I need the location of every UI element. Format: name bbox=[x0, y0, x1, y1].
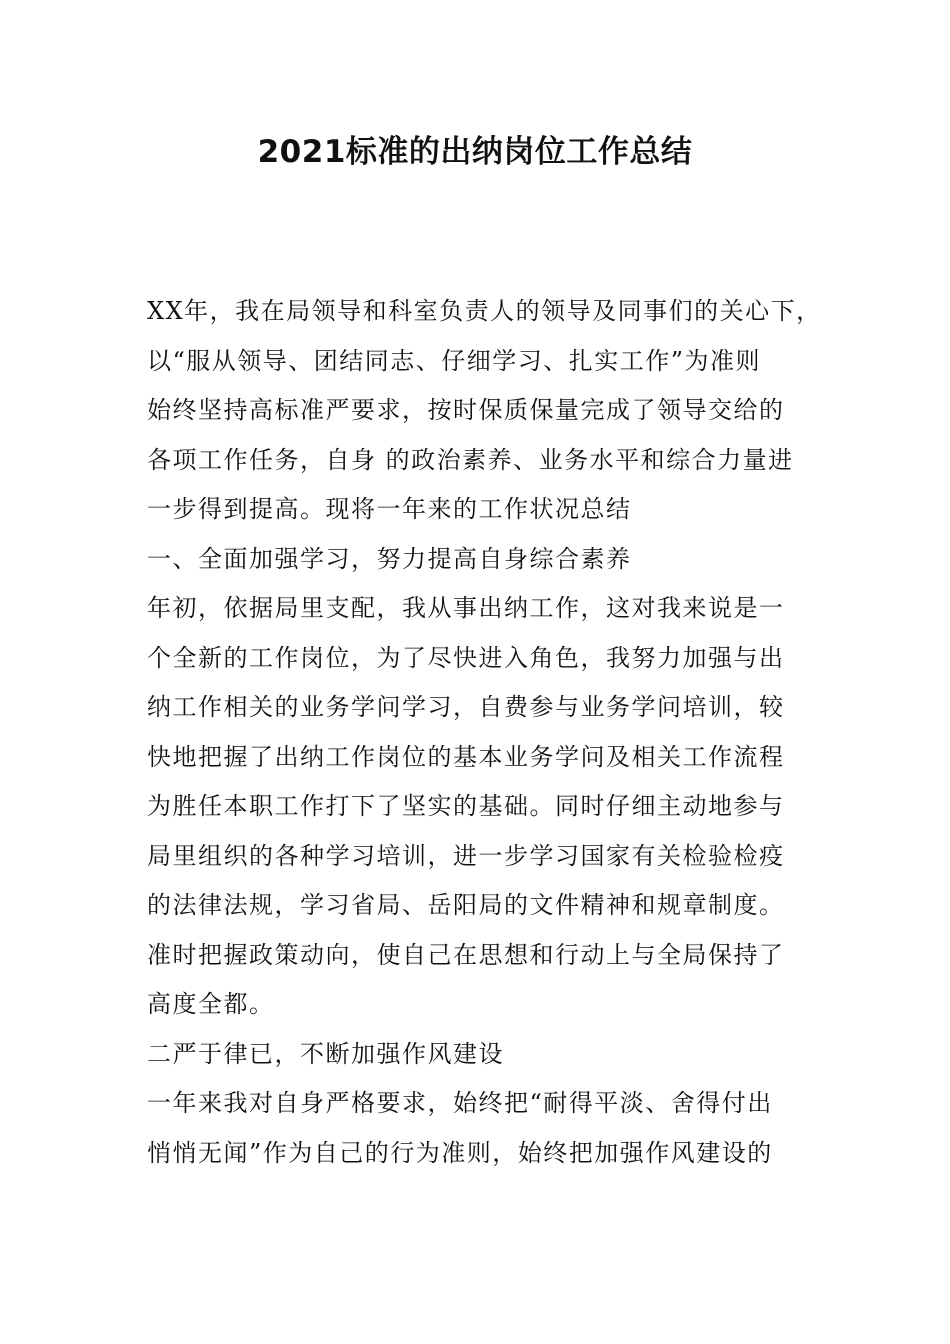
body-line: XX年，我在局领导和科室负责人的领导及同事们的关心下， bbox=[147, 297, 822, 325]
document-title: 2021标准的出纳岗位工作总结 bbox=[257, 134, 693, 170]
body-line: 纳工作相关的业务学问学习，自费参与业务学问培训，较 bbox=[147, 693, 785, 721]
body-line: 悄悄无闻”作为自己的行为准则，始终把加强作风建设的 bbox=[147, 1138, 773, 1167]
body-line: 年初，依据局里支配，我从事出纳工作，这对我来说是一 bbox=[147, 594, 785, 622]
body-line: 始终坚持高标准严要求，按时保质保量完成了领导交给的 bbox=[147, 396, 785, 424]
body-line: 一步得到提高。现将一年来的工作状况总结 bbox=[147, 495, 632, 523]
body-line: 以“服从领导、团结同志、仔细学习、扎实工作”为准则 bbox=[147, 346, 762, 375]
body-line: 个全新的工作岗位，为了尽快进入角色，我努力加强与出 bbox=[147, 643, 785, 672]
body-line: 为胜任本职工作打下了坚实的基础。同时仔细主动地参与 bbox=[147, 792, 785, 820]
body-line: 准时把握政策动向，使自己在思想和行动上与全局保持了 bbox=[147, 940, 785, 969]
body-line: 的法律法规，学习省局、岳阳局的文件精神和规章制度。 bbox=[147, 891, 785, 919]
body-line: 快地把握了出纳工作岗位的基本业务学问及相关工作流程 bbox=[147, 742, 785, 771]
section-heading-2: 二严于律已，不断加强作风建设 bbox=[147, 1039, 504, 1068]
body-line: 各项工作任务，自身 的政治素养、业务水平和综合力量进 bbox=[147, 445, 794, 474]
section-heading-1: 一、全面加强学习，努力提高自身综合素养 bbox=[147, 544, 632, 573]
document-body bbox=[147, 287, 837, 1178]
body-line: 一年来我对自身严格要求，始终把“耐得平淡、舍得付出 bbox=[147, 1089, 773, 1117]
body-line: 局里组织的各种学习培训，进一步学习国家有关检验检疫 bbox=[147, 841, 785, 870]
body-line: 高度全都。 bbox=[147, 990, 275, 1018]
